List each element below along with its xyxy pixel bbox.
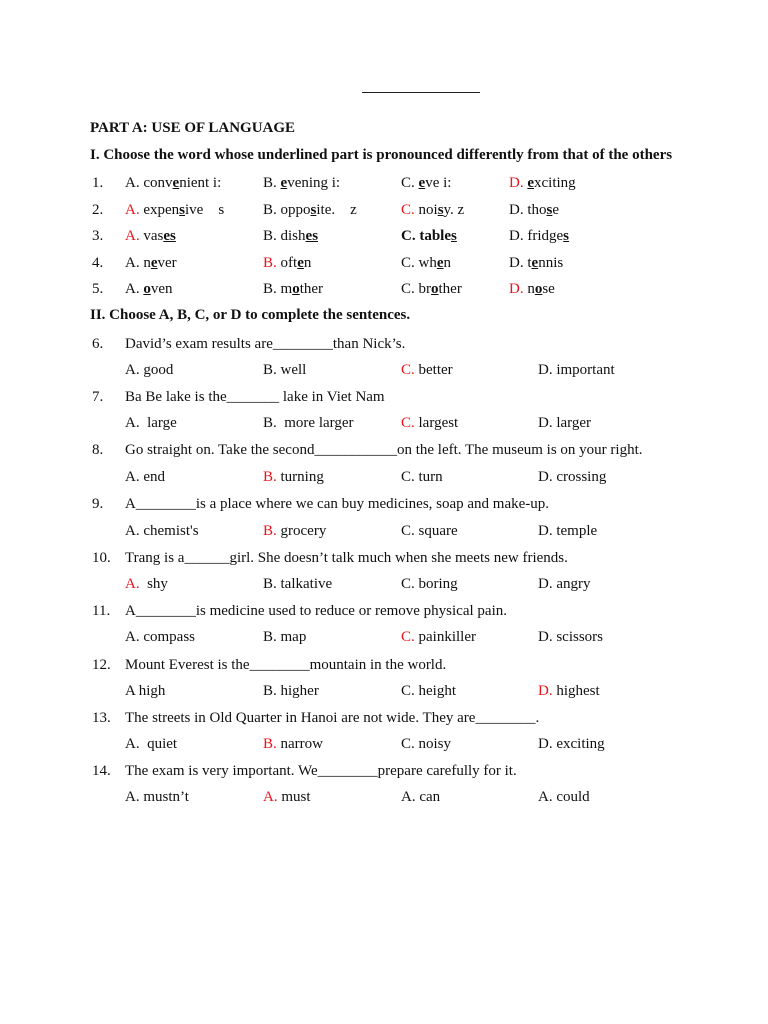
question-stem xyxy=(0,386,768,408)
options-row xyxy=(0,412,768,434)
options-row xyxy=(0,520,768,542)
question-number: 8. xyxy=(92,442,104,458)
option-c: C. noisy xyxy=(401,736,452,752)
option-d: D. temple xyxy=(538,523,598,539)
option-a: A. chemist's xyxy=(125,523,199,539)
option-c: C. painkiller xyxy=(401,629,476,645)
question-text: Trang is a______girl. She doesn’t talk much when she meets new friends. xyxy=(125,550,568,566)
answer-letter: B. xyxy=(263,469,277,485)
question-number: 11. xyxy=(92,603,111,619)
answer-letter: B. xyxy=(263,255,277,271)
answer-letter: B. xyxy=(263,736,277,752)
option-d: D. tennis xyxy=(509,255,564,271)
option-a: A. shy xyxy=(125,576,168,592)
option-c: C. height xyxy=(401,683,457,699)
options-row xyxy=(0,573,768,595)
question-text: The exam is very important. We________prepare carefully for it. xyxy=(125,763,517,779)
question-stem xyxy=(0,600,768,622)
option-b: B. turning xyxy=(263,469,324,485)
option-a: A. end xyxy=(125,469,166,485)
option-a: A. mustn’t xyxy=(125,789,189,805)
question-number: 3. xyxy=(92,228,104,244)
question-number: 5. xyxy=(92,281,104,297)
option-c: C. brother xyxy=(401,281,462,297)
question-number: 7. xyxy=(92,389,104,405)
question-number: 9. xyxy=(92,496,104,512)
question-row xyxy=(0,172,768,194)
option-a: A. quiet xyxy=(125,736,178,752)
answer-letter: A. xyxy=(125,576,140,592)
answer-letter: D. xyxy=(509,175,524,191)
answer-letter: B. xyxy=(263,523,277,539)
question-text: The streets in Old Quarter in Hanoi are not wide. They are________. xyxy=(125,710,540,726)
option-b: A. must xyxy=(263,789,311,805)
option-c: C. tables xyxy=(401,228,457,244)
answer-letter: C. xyxy=(401,415,415,431)
option-c: C. square xyxy=(401,523,458,539)
options-row xyxy=(0,626,768,648)
option-a: A. oven xyxy=(125,281,173,297)
option-d: D. fridges xyxy=(509,228,570,244)
question-row xyxy=(0,199,768,221)
option-b: B. talkative xyxy=(263,576,333,592)
option-c: C. better xyxy=(401,362,453,378)
option-d: D. exciting xyxy=(538,736,605,752)
options-row xyxy=(0,680,768,702)
question-number: 10. xyxy=(92,550,111,566)
question-stem xyxy=(0,707,768,729)
option-b: B. often xyxy=(263,255,312,271)
answer-letter: D. xyxy=(538,683,553,699)
question-number: 14. xyxy=(92,763,111,779)
option-c: C. turn xyxy=(401,469,443,485)
option-c: C. noisy. z xyxy=(401,202,465,218)
question-text: A________is a place where we can buy medicines, soap and make-up. xyxy=(125,496,550,512)
option-b: B. grocery xyxy=(263,523,327,539)
question-row xyxy=(0,225,768,247)
question-text: A________is medicine used to reduce or remove physical pain. xyxy=(125,603,507,619)
option-d: A. could xyxy=(538,789,590,805)
question-text: Go straight on. Take the second___________on the left. The museum is on your right. xyxy=(125,442,643,458)
part-title: PART A: USE OF LANGUAGE xyxy=(90,120,296,136)
section1-title: I. Choose the word whose underlined part is pronounced differently from that of the others xyxy=(90,147,673,163)
option-b: B. map xyxy=(263,629,307,645)
options-row xyxy=(0,359,768,381)
option-b: B. mother xyxy=(263,281,324,297)
option-c: A. can xyxy=(401,789,441,805)
option-b: B. opposite. z xyxy=(263,202,357,218)
option-b: B. narrow xyxy=(263,736,323,752)
question-stem xyxy=(0,333,768,355)
section2-title: II. Choose A, B, C, or D to complete the sentences. xyxy=(90,307,411,323)
answer-letter: D. xyxy=(509,281,524,297)
option-b: B. higher xyxy=(263,683,319,699)
option-d: D. crossing xyxy=(538,469,607,485)
option-a: A. good xyxy=(125,362,174,378)
question-number: 1. xyxy=(92,175,104,191)
option-a: A. convenient i: xyxy=(125,175,222,191)
option-a: A. compass xyxy=(125,629,196,645)
option-b: B. more larger xyxy=(263,415,354,431)
option-c: C. boring xyxy=(401,576,458,592)
option-a: A. vases xyxy=(125,228,176,244)
question-row xyxy=(0,252,768,274)
question-row xyxy=(0,278,768,300)
answer-letter: A. xyxy=(125,228,140,244)
top-rule xyxy=(362,92,480,93)
option-c: C. eve i: xyxy=(401,175,452,191)
option-b: B. evening i: xyxy=(263,175,341,191)
options-row xyxy=(0,786,768,808)
question-stem xyxy=(0,654,768,676)
answer-letter: C. xyxy=(401,629,415,645)
options-row xyxy=(0,466,768,488)
question-text: Ba Be lake is the_______ lake in Viet Nam xyxy=(125,389,385,405)
option-a: A. expensive s xyxy=(125,202,225,218)
question-number: 12. xyxy=(92,657,111,673)
question-number: 13. xyxy=(92,710,111,726)
option-c: C. when xyxy=(401,255,452,271)
answer-letter: C. xyxy=(401,362,415,378)
option-b: B. well xyxy=(263,362,307,378)
answer-letter: C. xyxy=(401,202,415,218)
option-d: D. important xyxy=(538,362,615,378)
option-a: A. large xyxy=(125,415,177,431)
question-stem xyxy=(0,439,768,461)
option-d: D. scissors xyxy=(538,629,604,645)
option-d: D. exciting xyxy=(509,175,576,191)
option-a: A high xyxy=(125,683,166,699)
question-stem xyxy=(0,547,768,569)
question-number: 4. xyxy=(92,255,104,271)
option-d: D. highest xyxy=(538,683,600,699)
question-stem xyxy=(0,760,768,782)
answer-letter: A. xyxy=(263,789,278,805)
options-row xyxy=(0,733,768,755)
question-text: Mount Everest is the________mountain in the world. xyxy=(125,657,447,673)
option-a: A. never xyxy=(125,255,177,271)
option-d: D. larger xyxy=(538,415,592,431)
option-d: D. nose xyxy=(509,281,555,297)
answer-letter: A. xyxy=(125,202,140,218)
question-text: David’s exam results are________than Nick’s. xyxy=(125,336,406,352)
question-stem xyxy=(0,493,768,515)
option-d: D. angry xyxy=(538,576,591,592)
question-number: 2. xyxy=(92,202,104,218)
option-b: B. dishes xyxy=(263,228,319,244)
question-number: 6. xyxy=(92,336,104,352)
option-c: C. largest xyxy=(401,415,459,431)
option-d: D. those xyxy=(509,202,560,218)
